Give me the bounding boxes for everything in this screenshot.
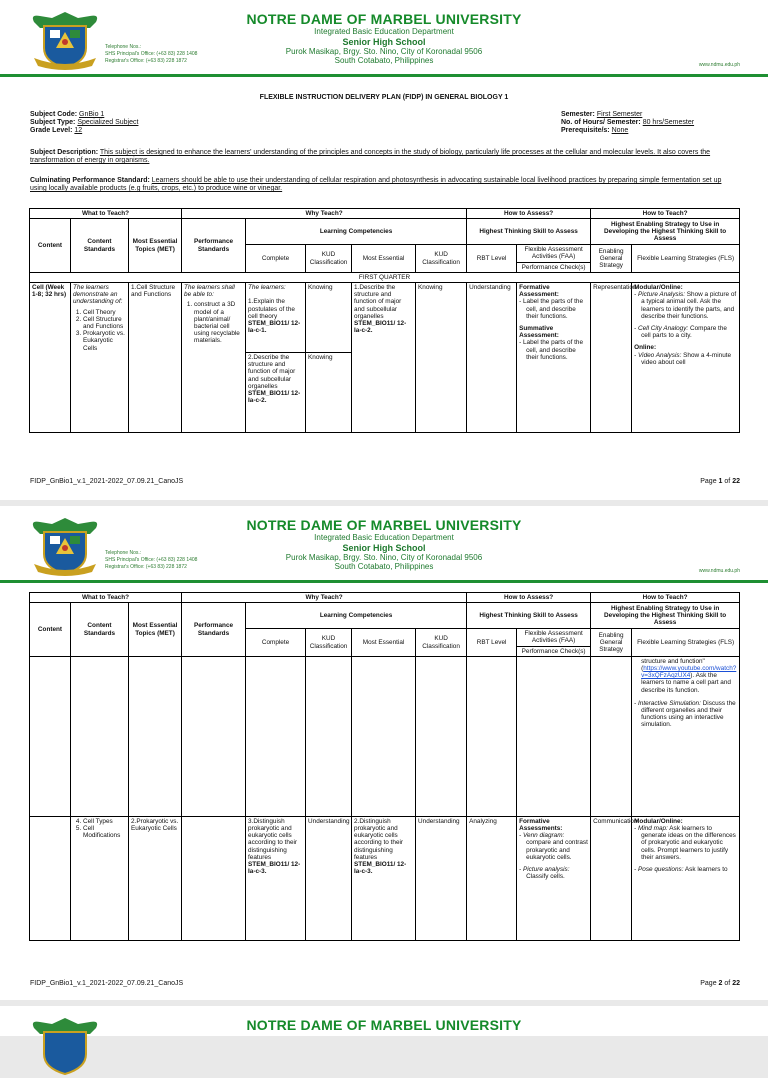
faa-cell [517,656,591,816]
complete-cell [246,656,306,816]
header-content: Content [30,219,71,273]
complete-cell-1: The learners: 1.Explain the postulates of the cell theory STEM_BIO11/ 12-Ia-c-1. [246,283,306,353]
kud-cell-2: Knowing [306,353,352,433]
header-performance-standards: Performance Standards [182,219,246,273]
header-content-standards: Content Standards [71,219,129,273]
header-why-teach: Why Teach? [182,209,467,219]
met-cell: 1.Cell Structure and Functions [129,283,182,433]
header-complete: Complete [246,245,306,273]
contact-info: Telephone Nos.: SHS Principal's Office: (+63 83) 228 1408 Registrar's Office: (+63 83) 228 1872 [105,44,198,64]
kud-cell-1: Knowing [306,283,352,353]
rbt-cell: Analyzing [467,816,517,940]
content-standards-cell: The learners demonstrate an understanding of: 1. Cell Theory 2. Cell Structure and Functions 3. Prokaryotic vs. Eukaryotic Cells [71,283,129,433]
content-standards-cell [71,656,129,816]
header-content-standards: Content Standards [71,603,129,657]
complete-cell: 3.Distinguish prokaryotic and eukaryotic cells according to their distinguishing features STEM_BIO11/ 12-Ia-c-3. [246,816,306,940]
header-how-to-assess: How to Assess? [467,593,591,603]
header-highest-enabling: Highest Enabling Strategy to Use in Developing the Highest Thinking Skill to Assess [591,603,740,629]
header-enabling-strategy: Enabling General Strategy [591,245,632,273]
performance-standards-cell [182,656,246,816]
header-fls: Flexible Learning Strategies (FLS) [632,245,740,273]
contact-info: Telephone Nos.: SHS Principal's Office: (+63 83) 228 1408 Registrar's Office: (+63 83) 228 1872 [105,550,198,570]
school-name: Senior High School [342,37,426,47]
subject-info-right: Semester: First Semester No. of Hours/ Semester: 80 hrs/Semester Prerequisite/s: None [561,111,695,134]
fls-cell: Modular/Online: - Picture Analysis: Show a picture of a typical animal cell. Ask the learners to identify the parts, and describe their functions. - Cell City Analogy: Compare the cell parts to a city. Online: - Video Analysis: Show a 4-minute video about cell [632,283,740,433]
header-highest-thinking: Highest Thinking Skill to Assess [467,219,591,245]
header-what-to-teach: What to Teach? [30,593,182,603]
header-met: Most Essential Topics (MET) [129,603,182,657]
header-kud-2: KUD Classification [416,245,467,273]
fidp-table-page-2 [29,592,740,941]
header-met: Most Essential Topics (MET) [129,219,182,273]
performance-standards-cell [182,816,246,940]
university-name: NOTRE DAME OF MARBEL UNIVERSITY [246,1017,522,1033]
header-how-to-teach: How to Teach? [591,209,740,219]
enabling-strategy-cell: Representation [591,283,632,433]
header-how-to-assess: How to Assess? [467,209,591,219]
most-essential-cell [352,656,416,816]
address-line-2: South Cotabato, Philippines [334,562,434,571]
content-cell [30,816,71,940]
header-kud: KUD Classification [306,629,352,657]
subject-info-left: Subject Code: GnBio 1 Subject Type: Specialized Subject Grade Level: 12 [30,111,139,134]
department-name: Integrated Basic Education Department [314,533,454,542]
most-essential-cell: 1.Describe the structure and function of major and subcellular organelles STEM_BIO11/ 12-Ia-c-2. [352,283,416,433]
header-performance-checks: Performance Check(s) [517,262,591,272]
fls-cell: Modular/Online: - Mind map: Ask learners to generate ideas on the differences of prokaryotic and eukaryotic cells. Prompt learners to justify their answers. - Pose questions: Ask learners to [632,816,740,940]
header-highest-thinking: Highest Thinking Skill to Assess [467,603,591,629]
header-learning-competencies: Learning Competencies [246,219,467,245]
header-why-teach: Why Teach? [182,593,467,603]
culminating-performance-standard: Culminating Performance Standard: Learners should be able to use their understanding of cellular respiration and photosynthesis in advocating sustainable local livelihood practices by preparing simple fermentation set up using locally available products (e.g fruits, crops, etc.) to produce wine or vinegar. [30,177,722,192]
address-line-1: Purok Masikap, Brgy. Sto. Nino, City of Koronadal 9506 [285,553,483,562]
header-fls: Flexible Learning Strategies (FLS) [632,629,740,657]
rbt-cell [467,656,517,816]
faa-cell: Formative Assessments: - Venn diagram: compare and contrast prokaryotic and eukaryotic cells. - Picture analysis: Classify cells. [517,816,591,940]
document-page-1 [0,0,768,500]
complete-cell-2: 2.Describe the structure and function of major and subcellular organelles STEM_BIO11/ 12-Ia-c-2. [246,353,306,433]
kud-cell: Understanding [306,816,352,940]
most-essential-cell: 2.Distinguish prokaryotic and eukaryotic cells according to their distinguishing features STEM_BIO11/ 12-Ia-c-3. [352,816,416,940]
header-learning-competencies: Learning Competencies [246,603,467,629]
subject-description: Subject Description: This subject is designed to enhance the learners' understanding of the principles and concepts in the study of biology, particularly life processes at the cellular and molecular levels. It also covers the transformation of energy in organisms. [30,149,711,164]
header-most-essential: Most Essential [352,629,416,657]
document-title: FLEXIBLE INSTRUCTION DELIVERY PLAN (FIDP) IN GENERAL BIOLOGY 1 [259,94,509,101]
content-cell: Cell (Week 1-8; 32 hrs) [30,283,71,433]
address-line-1: Purok Masikap, Brgy. Sto. Nino, City of Koronadal 9506 [285,47,483,56]
kud-me-cell: Knowing [416,283,467,433]
kud-me-cell: Understanding [416,816,467,940]
enabling-strategy-cell: Communication [591,816,632,940]
footer-page-number: Page 2 of 22 [700,980,740,987]
faa-cell: Formative Assessment: - Label the parts of the cell, and describe their functions. Summative Assessment: - Label the parts of the cell, and describe their functions. [517,283,591,433]
document-page-2 [0,506,768,1000]
footer-doc-code: FIDP_GnBio1_v.1_2021-2022_07.09.21_CanoJS [30,478,184,485]
video-link[interactable]: https://www.youtube.com/watch?v=3xQFzAqzUX4 [641,665,737,680]
kud-cell [306,656,352,816]
header-how-to-teach: How to Teach? [591,593,740,603]
met-cell [129,656,182,816]
footer-page-number: Page 1 of 22 [700,478,740,485]
header-most-essential: Most Essential [352,245,416,273]
header-complete: Complete [246,629,306,657]
header-performance-checks: Performance Check(s) [517,646,591,656]
header-content: Content [30,603,71,657]
header-rbt-level: RBT Level [467,629,517,657]
school-name: Senior High School [342,543,426,553]
address-line-2: South Cotabato, Philippines [334,56,434,65]
header-highest-enabling: Highest Enabling Strategy to Use in Developing the Highest Thinking Skill to Assess [591,219,740,245]
header-divider [0,74,768,77]
header-divider [0,580,768,583]
department-name: Integrated Basic Education Department [314,27,454,36]
header-enabling-strategy: Enabling General Strategy [591,629,632,657]
enabling-strategy-cell [591,656,632,816]
header-kud: KUD Classification [306,245,352,273]
header-kud-2: KUD Classification [416,629,467,657]
letterhead [0,0,768,80]
university-name: NOTRE DAME OF MARBEL UNIVERSITY [246,11,522,27]
fls-cell-continued: structure and function" (https://www.youtube.com/watch?v=3xQFzAqzUX4). Ask the learners to name a cell part and describe its function. - Interactive Simulation: Discuss the different organelles and their functions using an interactive simulation. [632,656,740,816]
header-rbt-level: RBT Level [467,245,517,273]
header-what-to-teach: What to Teach? [30,209,182,219]
header-faa: Flexible Assessment Activities (FAA) [517,629,591,646]
kud-me-cell [416,656,467,816]
met-cell: 2.Prokaryotic vs. Eukaryotic Cells [129,816,182,940]
content-standards-cell: 4. Cell Types 5. Cell Modifications [71,816,129,940]
performance-standards-cell: The learners shall be able to: 1. construct a 3D model of a plant/animal/ bacterial cell using recyclable materials. [182,283,246,433]
rbt-cell: Understanding [467,283,517,433]
university-name: NOTRE DAME OF MARBEL UNIVERSITY [246,517,522,533]
header-performance-standards: Performance Standards [182,603,246,657]
footer-doc-code: FIDP_GnBio1_v.1_2021-2022_07.09.21_CanoJS [30,980,184,987]
content-cell [30,656,71,816]
fidp-table-page-1 [29,208,740,433]
website-link[interactable]: www.ndmu.edu.ph [698,568,740,574]
website-link[interactable]: www.ndmu.edu.ph [698,62,740,68]
header-faa: Flexible Assessment Activities (FAA) [517,245,591,262]
document-page-3-partial [0,1006,768,1036]
quarter-label: FIRST QUARTER [30,272,740,282]
letterhead [0,506,768,586]
